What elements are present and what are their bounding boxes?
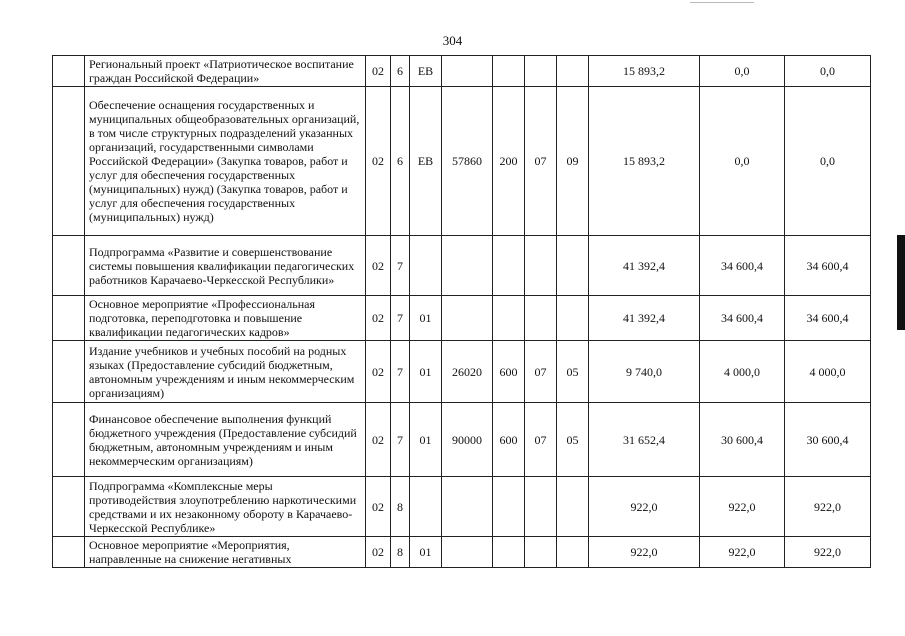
subprogram-code: 8 (391, 477, 410, 537)
index-cell (53, 403, 85, 477)
row-name: Обеспечение оснащения государственных и муниципальных общеобразовательных организаций, в том числе структурных подразделений указанных организаций, государственными символами Российской Федерации» (Закупка товаров, работ и услуг для обеспечения государственных (муниципальных) нужд) (Закупка товаров, работ и услуг для обеспечения государственных (муниципальных) нужд) (85, 87, 366, 236)
program-code: 02 (366, 477, 391, 537)
program-code: 02 (366, 87, 391, 236)
row-name: Региональный проект «Патриотическое воспитание граждан Российской Федерации» (85, 56, 366, 87)
expense-type-code (493, 236, 525, 296)
row-name: Финансовое обеспечение выполнения функций бюджетного учреждения (Предоставление субсидий бюджетным, автономным учреждениям и иным некоммерческим организациям) (85, 403, 366, 477)
event-code (410, 236, 442, 296)
subprogram-code: 7 (391, 236, 410, 296)
subsection-code (557, 236, 589, 296)
amount-year-3: 922,0 (785, 537, 871, 568)
program-code: 02 (366, 296, 391, 341)
scan-edge-mark (897, 235, 905, 330)
index-cell (53, 341, 85, 403)
index-cell (53, 236, 85, 296)
amount-year-2: 4 000,0 (700, 341, 785, 403)
subsection-code: 05 (557, 341, 589, 403)
event-code: 01 (410, 537, 442, 568)
index-cell (53, 296, 85, 341)
program-code: 02 (366, 537, 391, 568)
subprogram-code: 7 (391, 403, 410, 477)
row-name: Подпрограмма «Развитие и совершенствование системы повышения квалификации педагогических работников Карачаево-Черкесской Республики» (85, 236, 366, 296)
index-cell (53, 56, 85, 87)
expense-type-code: 600 (493, 403, 525, 477)
expense-type-code: 600 (493, 341, 525, 403)
amount-year-2: 34 600,4 (700, 236, 785, 296)
table-row (53, 341, 871, 403)
amount-year-2: 30 600,4 (700, 403, 785, 477)
amount-year-1: 922,0 (589, 477, 700, 537)
budget-table (52, 55, 871, 568)
direction-code (442, 537, 493, 568)
amount-year-3: 4 000,0 (785, 341, 871, 403)
subsection-code: 05 (557, 403, 589, 477)
expense-type-code (493, 296, 525, 341)
expense-type-code (493, 477, 525, 537)
event-code: ЕВ (410, 87, 442, 236)
section-code (525, 296, 557, 341)
row-name: Подпрограмма «Комплексные меры противодействия злоупотреблению наркотическими средствами и их незаконному обороту в Карачаево-Черкесской Республике» (85, 477, 366, 537)
subsection-code (557, 537, 589, 568)
page-number: 304 (442, 33, 463, 48)
event-code: 01 (410, 341, 442, 403)
amount-year-2: 922,0 (700, 477, 785, 537)
section-code (525, 236, 557, 296)
subprogram-code: 6 (391, 87, 410, 236)
table-row (53, 236, 871, 296)
amount-year-1: 31 652,4 (589, 403, 700, 477)
event-code: ЕВ (410, 56, 442, 87)
expense-type-code: 200 (493, 87, 525, 236)
row-name: Основное мероприятие «Профессиональная подготовка, переподготовка и повышение квалификации педагогических кадров» (85, 296, 366, 341)
subsection-code (557, 56, 589, 87)
amount-year-3: 0,0 (785, 87, 871, 236)
row-name: Издание учебников и учебных пособий на родных языках (Предоставление субсидий бюджетным, автономным учреждениям и иным некоммерческим организациям) (85, 341, 366, 403)
amount-year-2: 0,0 (700, 87, 785, 236)
direction-code: 90000 (442, 403, 493, 477)
amount-year-1: 41 392,4 (589, 296, 700, 341)
amount-year-2: 922,0 (700, 537, 785, 568)
table-row (53, 87, 871, 236)
table-row (53, 56, 871, 87)
section-code: 07 (525, 403, 557, 477)
subsection-code: 09 (557, 87, 589, 236)
subprogram-code: 7 (391, 341, 410, 403)
subprogram-code: 7 (391, 296, 410, 341)
amount-year-3: 922,0 (785, 477, 871, 537)
table-row (53, 403, 871, 477)
section-code: 07 (525, 341, 557, 403)
amount-year-1: 15 893,2 (589, 87, 700, 236)
table-row (53, 296, 871, 341)
program-code: 02 (366, 56, 391, 87)
amount-year-2: 34 600,4 (700, 296, 785, 341)
subsection-code (557, 296, 589, 341)
amount-year-1: 9 740,0 (589, 341, 700, 403)
section-code (525, 56, 557, 87)
program-code: 02 (366, 341, 391, 403)
scan-edge-line (690, 2, 754, 3)
amount-year-3: 0,0 (785, 56, 871, 87)
event-code: 01 (410, 403, 442, 477)
index-cell (53, 477, 85, 537)
event-code: 01 (410, 296, 442, 341)
table-row (53, 537, 871, 568)
direction-code (442, 477, 493, 537)
amount-year-1: 41 392,4 (589, 236, 700, 296)
event-code (410, 477, 442, 537)
section-code (525, 537, 557, 568)
amount-year-3: 34 600,4 (785, 236, 871, 296)
section-code (525, 477, 557, 537)
direction-code (442, 236, 493, 296)
direction-code: 26020 (442, 341, 493, 403)
index-cell (53, 87, 85, 236)
index-cell (53, 537, 85, 568)
section-code: 07 (525, 87, 557, 236)
table-row (53, 477, 871, 537)
direction-code (442, 56, 493, 87)
program-code: 02 (366, 236, 391, 296)
amount-year-3: 34 600,4 (785, 296, 871, 341)
amount-year-1: 922,0 (589, 537, 700, 568)
subprogram-code: 8 (391, 537, 410, 568)
direction-code: 57860 (442, 87, 493, 236)
subprogram-code: 6 (391, 56, 410, 87)
program-code: 02 (366, 403, 391, 477)
amount-year-3: 30 600,4 (785, 403, 871, 477)
amount-year-1: 15 893,2 (589, 56, 700, 87)
direction-code (442, 296, 493, 341)
amount-year-2: 0,0 (700, 56, 785, 87)
subsection-code (557, 477, 589, 537)
expense-type-code (493, 56, 525, 87)
expense-type-code (493, 537, 525, 568)
row-name: Основное мероприятие «Мероприятия, направленные на снижение негативных (85, 537, 366, 568)
